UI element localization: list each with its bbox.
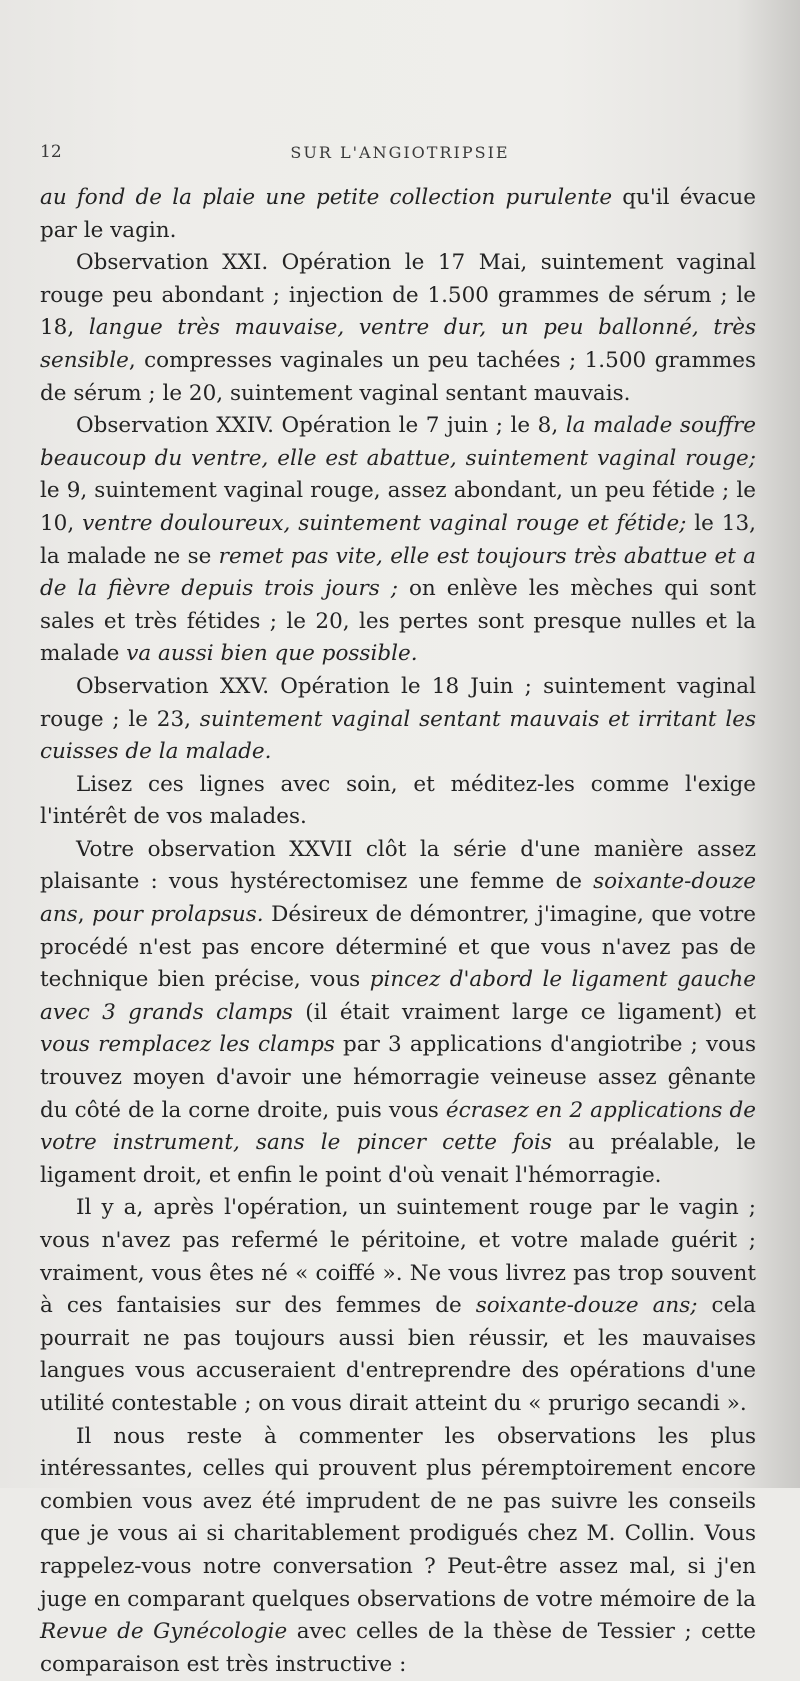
text-run: Observation XXI. Opération le 17 Mai, suintement vaginal rouge peu abondant ; injection de 1.500 grammes de sérum ; le 18, (40, 250, 756, 341)
paragraph (40, 1192, 756, 1420)
text-run: Lisez ces lignes avec soin, et méditez-les comme l'exige l'intérêt de vos malades. (40, 771, 756, 830)
paragraph (40, 769, 756, 834)
running-title: SUR L'ANGIOTRIPSIE (290, 143, 510, 162)
italic-text: écrasez en 2 applications de votre instrument, sans le pincer cette fois (40, 1097, 756, 1156)
text-run: le 13, la malade ne se (40, 510, 756, 569)
paragraph (40, 1421, 756, 1681)
text-run: (il était vraiment large ce ligament) et (292, 999, 756, 1025)
italic-text: soixante-douze ans; (475, 1293, 698, 1319)
italic-text: pincez d'abord le ligament gauche avec 3 grands clamps (40, 967, 756, 1025)
page-number: 12 (40, 142, 62, 162)
text-run: on enlève les mèches qui sont sales et très fétides ; le 20, les pertes sont presque nulles et la malade (40, 576, 756, 667)
text-run: Votre observation XXVII clôt la série d'une manière assez plaisante : vous hystérectomisez une femme de (40, 836, 756, 895)
text-run: , compresses vaginales un peu tachées ; 1.500 grammes de sérum ; le 20, suintement vaginal sentant mauvais. (40, 347, 756, 406)
italic-text: soixante-douze ans (40, 869, 756, 928)
text-run: cela pourrait ne pas toujours aussi bien réussir, et les mauvaises langues vous accuseraient d'entreprendre des opérations d'une utilité contestable ; on vous dirait atteint du « prurigo secandi ». (40, 1293, 757, 1416)
italic-text: vous remplacez les clamps (40, 1032, 335, 1058)
italic-text: Revue de Gynécologie (40, 1619, 288, 1645)
italic-text: langue très mauvaise, ventre dur, un peu ballonné, très sensible (40, 315, 756, 373)
text-run: , (77, 902, 93, 928)
text-run: Il nous reste à commenter les observations les plus intéressantes, celles qui prouvent plus péremptoirement encore combien vous avez été imprudent de ne pas suivre les conseils que je vous ai si charitablement prodigués chez M. Collin. Vous rappelez-vous notre conversation ? Peut-être assez mal, si j'en juge en comparant quelques observations de votre mémoire de la (40, 1423, 756, 1612)
text-run: avec celles de la thèse de Tessier ; cette comparaison est très instructive : (40, 1619, 757, 1677)
text-run: au préalable, le ligament droit, et enfin le point d'où venait l'hémorragie. (40, 1130, 756, 1188)
italic-text: va aussi bien que possible. (126, 641, 418, 667)
paragraph (40, 410, 756, 671)
text-run: Il y a, après l'opération, un suintement rouge par le vagin ; vous n'avez pas refermé le péritoine, et votre malade guérit ; vraiment, vous êtes né « coiffé ». Ne vous livrez pas trop souvent à ces fantaisies sur des femmes de (40, 1195, 756, 1319)
italic-text: pour prolapsus. (92, 902, 264, 928)
text-run: Désireux de démontrer, j'imagine, que votre procédé n'est pas encore déterminé et que vous n'avez pas de technique bien précise, vous (40, 902, 756, 993)
page-header (0, 142, 800, 168)
text-run: Observation XXV. Opération le 18 Juin ; suintement vaginal rouge ; le 23, (40, 673, 756, 732)
text-run: Observation XXIV. Opération le 7 juin ; le 8, (76, 413, 566, 439)
text-run: le 9, suintement vaginal rouge, assez abondant, un peu fétide ; le 10, (40, 478, 756, 536)
text-run: par 3 applications d'angiotribe ; vous trouvez moyen d'avoir une hémorragie veineuse assez gênante du côté de la corne droite, puis vous (40, 1032, 756, 1123)
italic-text: remet pas vite, elle est toujours très abattue et a de la fièvre depuis trois jours ; (40, 543, 756, 602)
paragraph (40, 834, 756, 1193)
italic-text: ventre douloureux, suintement vaginal rouge et fétide; (82, 510, 687, 536)
italic-text: suintement vaginal sentant mauvais et irritant les cuisses de la malade. (40, 706, 756, 765)
paragraph (40, 671, 756, 769)
paragraph (40, 182, 756, 247)
italic-text: au fond de la plaie une petite collection purulente (40, 185, 613, 210)
text-run: qu'il évacue par le vagin. (40, 185, 756, 243)
paragraph (40, 247, 756, 410)
italic-text: la malade souffre beaucoup du ventre, elle est abattue, suintement vaginal rouge; (40, 413, 756, 471)
page-body (40, 182, 756, 1681)
